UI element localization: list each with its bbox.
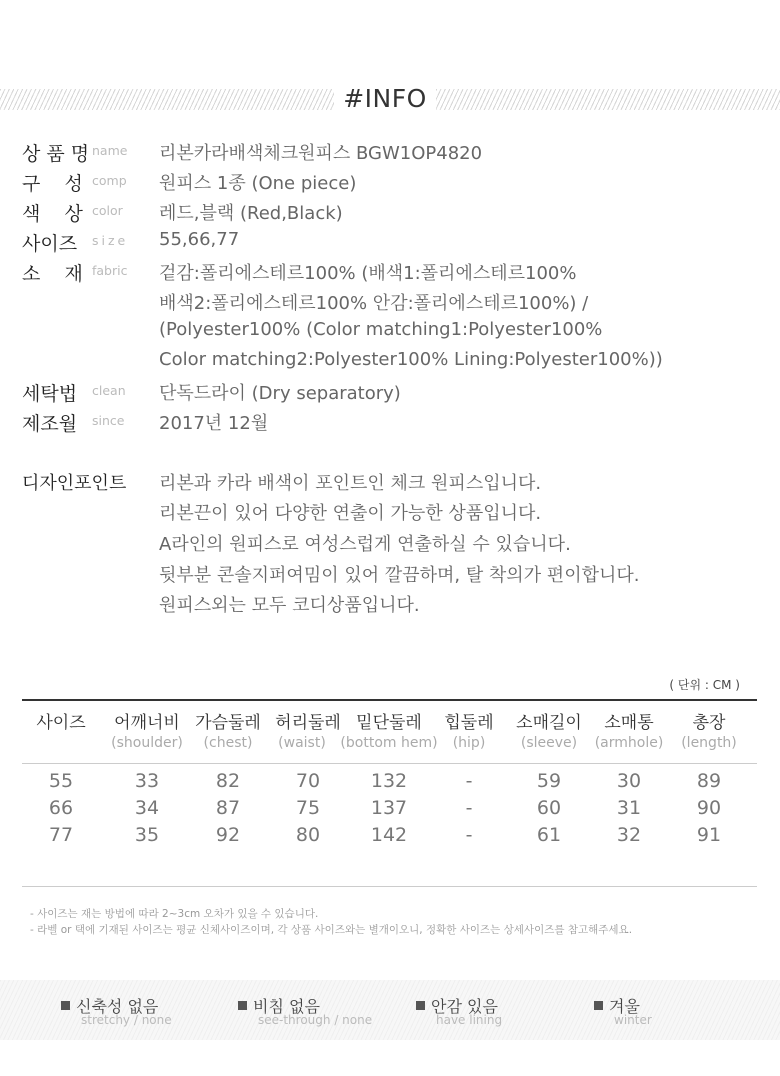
table-cell: 77: [48, 824, 74, 846]
spec-value: 레드,블랙 (Red,Black): [159, 203, 343, 224]
table-header: 밑단둘레: [356, 713, 422, 733]
table-cell: 55: [48, 770, 74, 792]
square-bullet-icon: [61, 1001, 70, 1010]
spec-label: 상 품 명: [22, 143, 90, 165]
spec-value: 리본카라배색체크원피스 BGW1OP4820: [159, 143, 483, 164]
table-cell: 35: [134, 824, 160, 846]
design-point-line: 리본과 카라 배색이 포인트인 체크 원피스입니다.: [159, 473, 542, 494]
spec-value-cont: 배색2:폴리에스테르100% 안감:폴리에스테르100%) /: [159, 293, 589, 314]
table-header: 소매길이: [516, 713, 582, 733]
table-cell: 91: [696, 824, 722, 846]
table-cell: 31: [616, 797, 642, 819]
table-header-en: (sleeve): [520, 735, 578, 751]
spec-value: 원피스 1종 (One piece): [159, 173, 357, 194]
square-bullet-icon: [416, 1001, 425, 1010]
unit-note: ( 단위 : CM ): [669, 678, 740, 692]
feature-label: 비침 없음: [253, 997, 320, 1016]
spec-label-en: clean: [92, 383, 126, 398]
spec-label: 소 재: [22, 263, 83, 285]
design-point-line: 리본끈이 있어 다양한 연출이 가능한 상품입니다.: [159, 503, 542, 524]
spec-value-cont: Color matching2:Polyester100% Lining:Polyester100%)): [159, 349, 663, 370]
table-cell: 87: [215, 797, 241, 819]
spec-label: 색 상: [22, 203, 83, 225]
table-cell: 142: [370, 824, 408, 846]
table-header: 총장: [692, 713, 726, 733]
spec-value: 2017년 12월: [159, 413, 269, 434]
spec-label-en: size: [92, 233, 129, 248]
table-cell: 89: [696, 770, 722, 792]
table-header-en: (bottom hem): [340, 735, 438, 751]
table-cell: 92: [215, 824, 241, 846]
table-cell: 32: [616, 824, 642, 846]
spec-label-en: fabric: [92, 263, 128, 278]
title-hatch-right: [436, 89, 780, 110]
table-header-en: (hip): [452, 735, 486, 751]
table-cell: 82: [215, 770, 241, 792]
spec-label-en: comp: [92, 173, 127, 188]
table-header-rule: [22, 763, 757, 764]
table-bottom-rule: [22, 886, 757, 887]
table-cell: 34: [134, 797, 160, 819]
spec-label-en: since: [92, 413, 125, 428]
feature-label-en: stretchy / none: [81, 1013, 172, 1027]
table-header-en: (waist): [278, 735, 326, 751]
feature-lining: [416, 994, 503, 1027]
spec-label: 사이즈: [22, 233, 78, 255]
size-note: - 라벨 or 택에 기재된 사이즈는 평균 신체사이즈이며, 각 상품 사이즈와는 별개이오니, 정확한 사이즈는 상세사이즈를 참고해주세요.: [30, 924, 633, 936]
square-bullet-icon: [238, 1001, 247, 1010]
spec-label: 구 성: [22, 173, 83, 195]
table-header: 힙둘레: [444, 713, 494, 733]
spec-label: 세탁법: [22, 383, 78, 405]
size-note: - 사이즈는 재는 방법에 따라 2~3cm 오차가 있을 수 있습니다.: [30, 908, 319, 920]
table-cell: -: [465, 797, 473, 819]
table-cell: 66: [48, 797, 74, 819]
spec-value: 겉감:폴리에스테르100% (배색1:폴리에스테르100%: [159, 263, 577, 284]
feature-label: 안감 있음: [431, 997, 498, 1016]
table-header-en: (chest): [203, 735, 253, 751]
feature-stretch: [61, 994, 172, 1027]
spec-label-en: color: [92, 203, 123, 218]
table-header: 소매통: [604, 713, 654, 733]
table-header: 어깨너비: [114, 713, 180, 733]
table-cell: 61: [536, 824, 562, 846]
design-point-line: 원피스외는 모두 코디상품입니다.: [159, 595, 420, 616]
feature-label-en: see-through / none: [258, 1013, 373, 1027]
table-cell: 75: [295, 797, 321, 819]
square-bullet-icon: [594, 1001, 603, 1010]
table-top-rule: [22, 699, 757, 701]
table-cell: 60: [536, 797, 562, 819]
table-header: 사이즈: [36, 713, 86, 733]
spec-value: 단독드라이 (Dry separatory): [159, 383, 401, 404]
table-header-en: (shoulder): [111, 735, 183, 751]
feature-see-through: [238, 994, 373, 1027]
table-cell: 80: [295, 824, 321, 846]
design-point-label: 디자인포인트: [22, 473, 127, 494]
table-header-en: (armhole): [594, 735, 664, 751]
table-cell: -: [465, 770, 473, 792]
table-header: 가슴둘레: [195, 713, 261, 733]
spec-value-cont: (Polyester100% (Color matching1:Polyester100%: [159, 319, 603, 340]
spec-label-en: name: [92, 143, 128, 158]
table-cell: 70: [295, 770, 321, 792]
table-header: 허리둘레: [275, 713, 341, 733]
table-cell: 132: [370, 770, 408, 792]
feature-label: 겨울: [609, 997, 640, 1016]
feature-label-en: winter: [614, 1013, 652, 1027]
feature-label-en: have lining: [436, 1013, 503, 1027]
feature-season: [594, 994, 652, 1027]
title-hatch-left: [0, 89, 334, 110]
info-title: #INFO: [343, 84, 427, 113]
table-cell: 59: [536, 770, 562, 792]
design-point-line: A라인의 원피스로 여성스럽게 연출하실 수 있습니다.: [159, 534, 571, 555]
feature-label: 신축성 없음: [76, 997, 159, 1016]
table-cell: 137: [370, 797, 408, 819]
spec-label: 제조월: [22, 413, 78, 435]
table-cell: 90: [696, 797, 722, 819]
table-header-en: (length): [681, 735, 737, 751]
spec-value: 55,66,77: [159, 229, 240, 250]
design-point-line: 뒷부분 콘솔지퍼여밈이 있어 깔끔하며, 탈 착의가 편이합니다.: [159, 565, 640, 586]
table-cell: 30: [616, 770, 642, 792]
table-cell: 33: [134, 770, 160, 792]
table-cell: -: [465, 824, 473, 846]
